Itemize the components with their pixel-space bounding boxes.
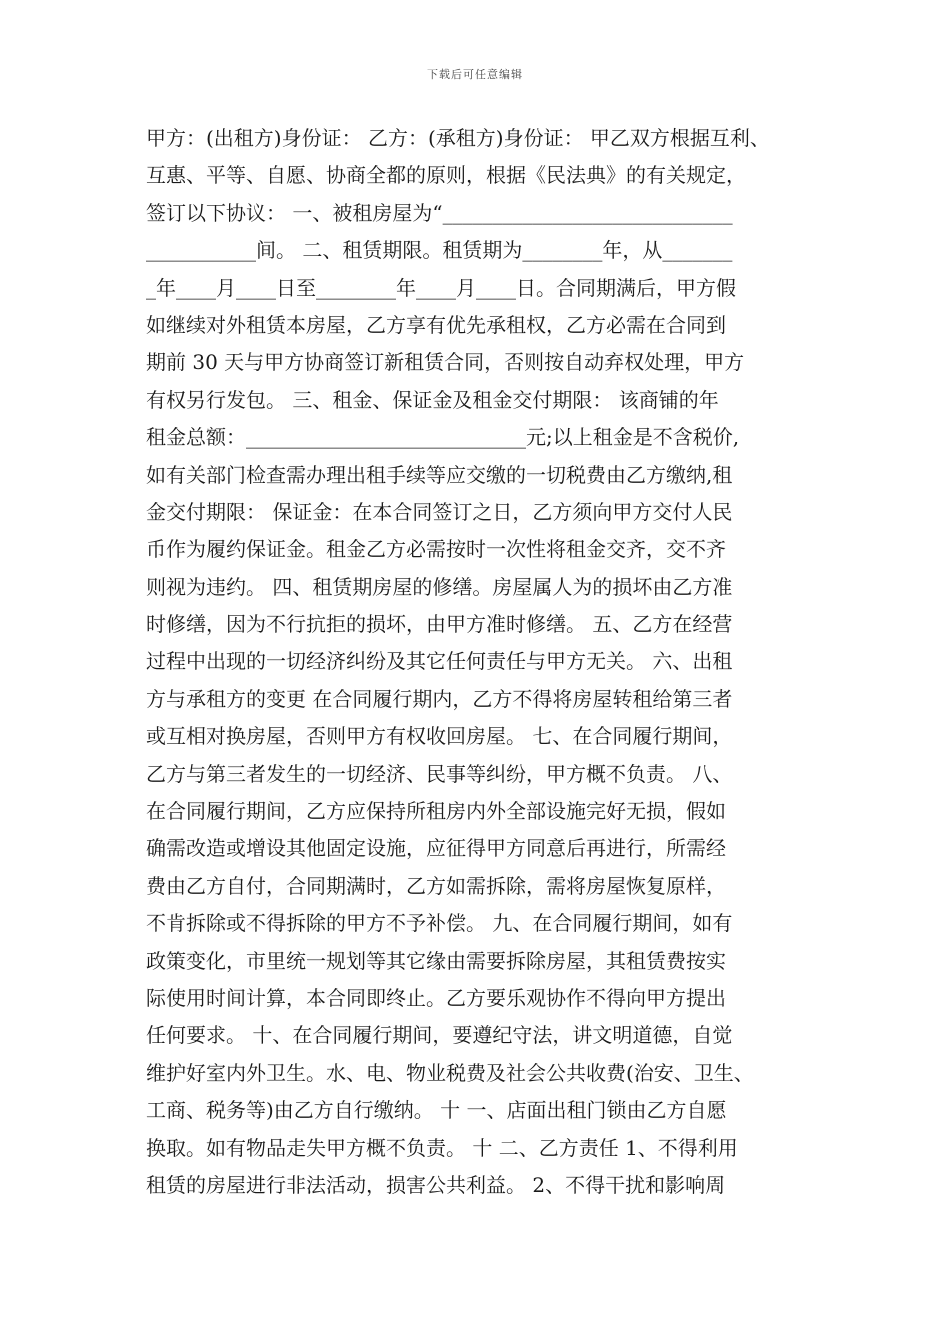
text-line: 时修缮，因为不行抗拒的损坏，由甲方准时修缮。 五、乙方在经营 <box>146 612 733 637</box>
contract-body <box>146 120 826 1204</box>
text-line: 如有关部门检查需办理出租手续等应交缴的一切税费由乙方缴纳,租 <box>146 462 733 487</box>
text-line: 方与承租方的变更 在合同履行期内，乙方不得将房屋转租给第三者 <box>146 686 733 711</box>
page-header: 下载后可任意编辑 <box>427 68 523 81</box>
text-line: 则视为违约。 四、租赁期房屋的修缮。房屋属人为的损坏由乙方准 <box>146 574 733 599</box>
text-line: 确需改造或增设其他固定设施，应征得甲方同意后再进行，所需经 <box>146 836 726 861</box>
text-line: 不肯拆除或不得拆除的甲方不予补偿。 九、在合同履行期间，如有 <box>146 911 733 936</box>
text-line: 乙方与第三者发生的一切经济、民事等纠纷，甲方概不负责。 八、 <box>146 761 733 786</box>
text-line: 互惠、平等、自愿、协商全都的原则，根据《民法典》的有关规定， <box>146 163 746 188</box>
text-line: 政策变化，市里统一规划等其它缘由需要拆除房屋，其租赁费按实 <box>146 948 726 973</box>
text-line: 费由乙方自付，合同期满时，乙方如需拆除，需将房屋恢复原样， <box>146 873 726 898</box>
text-line: 币作为履约保证金。租金乙方必需按时一次性将租金交齐，交不齐 <box>146 537 726 562</box>
text-line: 任何要求。 十、在合同履行期间，要遵纪守法，讲文明道德，自觉 <box>146 1023 733 1048</box>
text-line: 金交付期限： 保证金：在本合同签订之日，乙方须向甲方交付人民 <box>146 499 733 524</box>
text-line: 维护好室内外卫生。水、电、物业税费及社会公共收费(治安、卫生、 <box>146 1060 754 1085</box>
text-line: 如继续对外租赁本房屋，乙方享有优先承租权，乙方必需在合同到 <box>146 312 726 337</box>
text-line: ___________间。 二、租赁期限。租赁期为________年，从_______ <box>146 238 733 263</box>
text-line: 期前 30 天与甲方协商签订新租赁合同，否则按自动弃权处理，甲方 <box>146 350 745 375</box>
text-line: _年____月____日至________年____月____日。合同期满后，甲方假 <box>146 275 736 300</box>
text-line: 际使用时间计算，本合同即终止。乙方要乐观协作不得向甲方提出 <box>146 985 726 1010</box>
text-line: 租金总额：____________________________元;以上租金是不含税价, <box>146 425 740 450</box>
text-line: 有权另行发包。 三、租金、保证金及租金交付期限： 该商铺的年 <box>146 387 719 412</box>
text-line: 在合同履行期间，乙方应保持所租房内外全部设施完好无损，假如 <box>146 799 726 824</box>
text-line: 甲方：(出租方)身份证： 乙方：(承租方)身份证： 甲乙双方根据互利、 <box>146 126 770 150</box>
text-line: 租赁的房屋进行非法活动，损害公共利益。 2、不得干扰和影响周 <box>146 1172 726 1197</box>
text-line: 过程中出现的一切经济纠纷及其它任何责任与甲方无关。 六、出租 <box>146 649 733 674</box>
text-line: 或互相对换房屋，否则甲方有权收回房屋。 七、在合同履行期间， <box>146 724 733 749</box>
text-line: 工商、税务等)由乙方自行缴纳。 十 一、店面出租门锁由乙方自愿 <box>146 1098 727 1123</box>
text-line: 换取。如有物品走失甲方概不负责。 十 二、乙方责任 1、不得利用 <box>146 1135 738 1160</box>
text-line: 签订以下协议： 一、被租房屋为“_____________________________ <box>146 200 733 225</box>
